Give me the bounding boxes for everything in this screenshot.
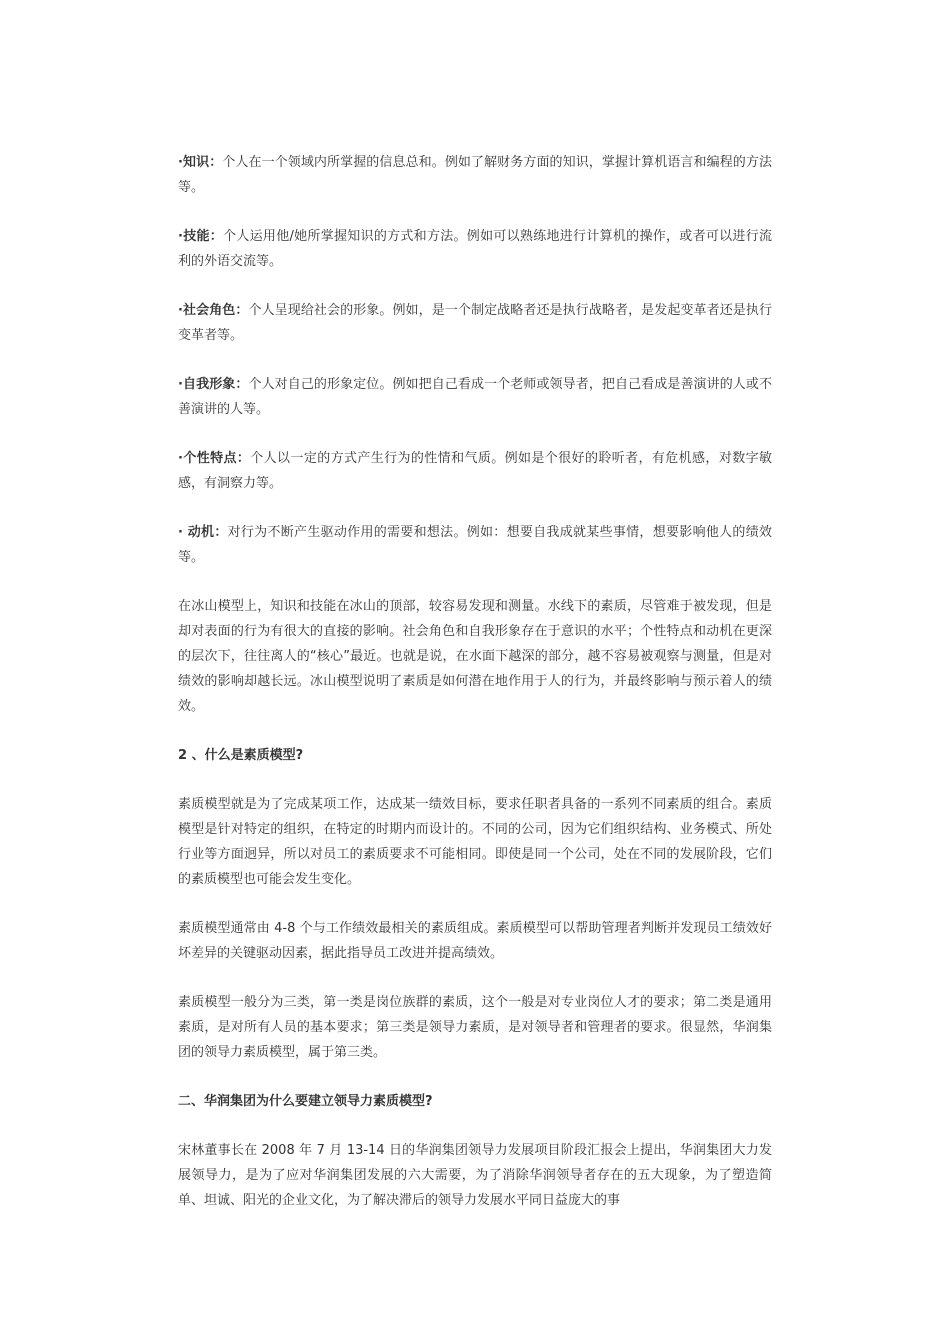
section-heading-why-build-model: 二、华润集团为什么要建立领导力素质模型? bbox=[178, 1094, 433, 1109]
definition-self-image bbox=[178, 372, 772, 422]
definition-text: 个人以一定的方式产生行为的性情和气质。例如是个很好的聆听者，有危机感，对数字敏感，有洞察力等。 bbox=[178, 451, 772, 491]
model-paragraph-3: 素质模型一般分为三类，第一类是岗位族群的素质，这个一般是对专业岗位人才的要求；第二类是通用素质，是对所有人员的基本要求；第三类是领导力素质，是对领导者和管理者的要求。很显然，华润集团的领导力素质模型，属于第三类。 bbox=[178, 995, 772, 1060]
iceberg-paragraph: 在冰山模型上，知识和技能在冰山的顶部，较容易发现和测量。水线下的素质，尽管难于被发现，但是却对表面的行为有很大的直接的影响。社会角色和自我形象存在于意识的水平；个性特点和动机在更深的层次下，往往离人的“核心”最近。也就是说，在水面下越深的部分，越不容易被观察与测量，但是对绩效的影响却越长远。冰山模型说明了素质是如何潜在地作用于人的行为，并最终影响与预示着人的绩效。 bbox=[178, 599, 772, 714]
definition-text: 个人在一个领域内所掌握的信息总和。例如了解财务方面的知识，掌握计算机语言和编程的方法等。 bbox=[178, 155, 772, 195]
definition-term: ·知识： bbox=[178, 155, 223, 170]
definition-term: · 动机： bbox=[178, 525, 228, 540]
document-page bbox=[178, 150, 772, 1237]
definition-social-role bbox=[178, 298, 772, 348]
definition-text: 个人运用他/她所掌握知识的方式和方法。例如可以熟练地进行计算机的操作，或者可以进行流利的外语交流等。 bbox=[178, 229, 772, 269]
definition-text: 对行为不断产生驱动作用的需要和想法。例如：想要自我成就某些事情，想要影响他人的绩效等。 bbox=[178, 525, 772, 565]
definition-skill bbox=[178, 224, 772, 274]
model-paragraph-1: 素质模型就是为了完成某项工作，达成某一绩效目标，要求任职者具备的一系列不同素质的组合。素质模型是针对特定的组织，在特定的时期内而设计的。不同的公司，因为它们组织结构、业务模式、所处行业等方面迥异，所以对员工的素质要求不可能相同。即使是同一个公司，处在不同的发展阶段，它们的素质模型也可能会发生变化。 bbox=[178, 797, 772, 887]
definition-term: ·社会角色： bbox=[178, 303, 249, 318]
model-paragraph-2: 素质模型通常由 4-8 个与工作绩效最相关的素质组成。素质模型可以帮助管理者判断并发现员工绩效好坏差异的关键驱动因素，据此指导员工改进并提高绩效。 bbox=[178, 921, 772, 961]
definition-text: 个人呈现给社会的形象。例如，是一个制定战略者还是执行战略者，是发起变革者还是执行变革者等。 bbox=[178, 303, 772, 343]
final-paragraph: 宋林董事长在 2008 年 7 月 13-14 日的华润集团领导力发展项目阶段汇报会上提出，华润集团大力发展领导力，是为了应对华润集团发展的六大需要，为了消除华润领导者存在的五大现象，为了塑造简单、坦诚、阳光的企业文化，为了解决滞后的领导力发展水平同日益庞大的事 bbox=[178, 1143, 772, 1208]
definition-knowledge bbox=[178, 150, 772, 200]
subheading-what-is-model: 2 、什么是素质模型? bbox=[178, 748, 304, 763]
definition-motive bbox=[178, 520, 772, 570]
definition-term: ·个性特点： bbox=[178, 451, 251, 466]
definition-term: ·技能： bbox=[178, 229, 224, 244]
definition-term: ·自我形象： bbox=[178, 377, 249, 392]
definition-text: 个人对自己的形象定位。例如把自己看成一个老师或领导者，把自己看成是善演讲的人或不善演讲的人等。 bbox=[178, 377, 772, 417]
definition-traits bbox=[178, 446, 772, 496]
